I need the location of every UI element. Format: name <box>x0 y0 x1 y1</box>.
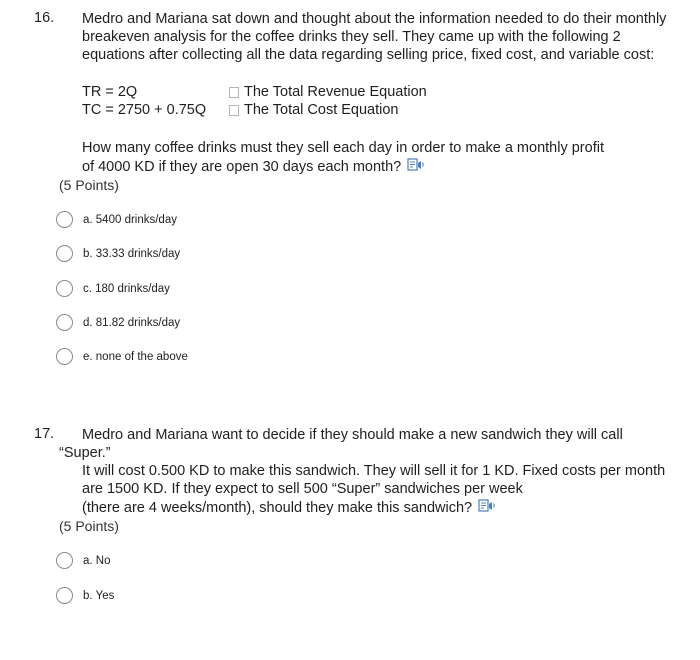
equation-tc-label <box>229 102 399 118</box>
question-text-line: It will cost 0.500 KD to make this sandwich. They will sell it for 1 KD. Fixed costs per month <box>82 463 666 479</box>
question-text-line: equations after collecting all the data regarding selling price, fixed cost, and variable cost: <box>82 47 655 63</box>
points-label: (5 Points) <box>59 518 119 534</box>
question-prompt-line: How many coffee drinks must they sell each day in order to make a monthly profit <box>82 140 604 156</box>
equation-tc: TC = 2750 + 0.75Q <box>82 102 207 118</box>
option-label: c. 180 drinks/day <box>83 282 170 295</box>
checkbox-glyph-icon <box>229 87 239 98</box>
question-number: 17. <box>34 426 55 442</box>
question-number: 16. <box>34 10 55 26</box>
option-label: d. 81.82 drinks/day <box>83 316 181 329</box>
question-text-line: Medro and Mariana sat down and thought about the information needed to do their monthly <box>82 11 667 27</box>
immersive-reader-icon[interactable] <box>478 498 496 518</box>
option-e[interactable] <box>56 348 188 365</box>
question-text-line: breakeven analysis for the coffee drinks they sell. They came up with the following 2 <box>82 29 621 45</box>
option-label: a. 5400 drinks/day <box>83 213 177 226</box>
option-label: a. No <box>83 554 111 567</box>
option-a[interactable] <box>56 552 111 569</box>
question-prompt-text: (there are 4 weeks/month), should they make this sandwich? <box>82 499 473 516</box>
radio-button[interactable] <box>56 348 73 365</box>
question-prompt-text: of 4000 KD if they are open 30 days each month? <box>82 158 402 175</box>
equation-label-text: The Total Revenue Equation <box>244 84 427 100</box>
points-label: (5 Points) <box>59 177 119 193</box>
question-text-line: are 1500 KD. If they expect to sell 500 “Super” sandwiches per week <box>82 481 523 497</box>
equation-tr-label <box>229 84 427 100</box>
radio-button[interactable] <box>56 587 73 604</box>
question-prompt-line <box>82 157 425 177</box>
option-label: e. none of the above <box>83 350 188 363</box>
radio-button[interactable] <box>56 245 73 262</box>
immersive-reader-icon[interactable] <box>407 157 425 177</box>
option-b[interactable] <box>56 245 180 262</box>
radio-button[interactable] <box>56 211 73 228</box>
option-label: b. 33.33 drinks/day <box>83 247 181 260</box>
option-c[interactable] <box>56 280 170 297</box>
option-d[interactable] <box>56 314 180 331</box>
option-label: b. Yes <box>83 589 115 602</box>
question-text-line: Medro and Mariana want to decide if they should make a new sandwich they will call <box>82 427 623 443</box>
question-text-line <box>82 498 496 518</box>
checkbox-glyph-icon <box>229 105 239 116</box>
option-b[interactable] <box>56 587 114 604</box>
radio-button[interactable] <box>56 552 73 569</box>
radio-button[interactable] <box>56 280 73 297</box>
equation-label-text: The Total Cost Equation <box>244 102 399 118</box>
question-text-line: “Super.” <box>59 445 111 461</box>
option-a[interactable] <box>56 211 177 228</box>
equation-tr: TR = 2Q <box>82 84 138 100</box>
radio-button[interactable] <box>56 314 73 331</box>
